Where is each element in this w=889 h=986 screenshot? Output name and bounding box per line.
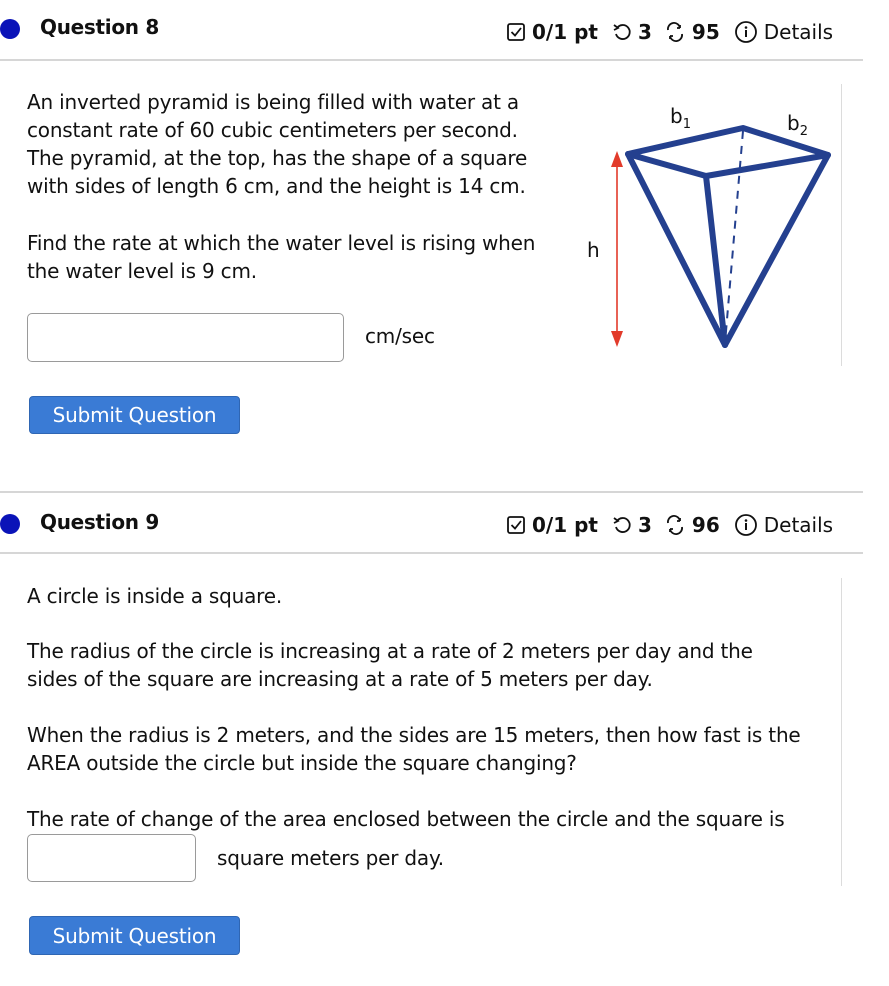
score-check-icon	[506, 515, 526, 535]
question-9-meta	[506, 513, 837, 537]
submissions-icon	[664, 514, 686, 536]
label-b2-subscript: 2	[799, 124, 808, 139]
info-icon[interactable]	[734, 20, 758, 44]
info-icon[interactable]	[734, 513, 758, 537]
question-9-question	[27, 721, 801, 777]
statement-line: An inverted pyramid is being filled with water at a	[27, 90, 519, 114]
retry-icon	[612, 22, 632, 42]
question-8-answer-input[interactable]	[27, 313, 344, 362]
question-9-intro: A circle is inside a square.	[27, 584, 282, 608]
prompt-line: Find the rate at which the water level is rising when	[27, 231, 536, 255]
figure-border	[841, 84, 842, 366]
question-8-prompt	[27, 229, 535, 285]
question-9-divider	[0, 552, 863, 554]
question-9-answer-prompt: The rate of change of the area enclosed between the circle and the square is	[27, 807, 785, 831]
question-9-details-link[interactable]: Details	[763, 513, 834, 537]
statement-line: constant rate of 60 cubic centimeters per second.	[27, 118, 518, 142]
prompt-line: the water level is 9 cm.	[27, 259, 257, 283]
question-8-submit-button[interactable]: Submit Question	[29, 396, 240, 434]
question-8-score: 0/1 pt	[532, 20, 598, 44]
question-line: AREA outside the circle but inside the square changing?	[27, 751, 577, 775]
height-arrow	[611, 151, 623, 347]
question-9-title: Question 9	[40, 510, 159, 534]
rates-line: The radius of the circle is increasing at a rate of 2 meters per day and the	[27, 639, 753, 663]
submissions-icon	[664, 21, 686, 43]
label-b2: b	[787, 111, 800, 135]
statement-line: with sides of length 6 cm, and the height is 14 cm.	[27, 174, 526, 198]
label-h: h	[587, 238, 600, 262]
question-9-answer-input[interactable]	[27, 834, 196, 882]
retry-icon	[612, 515, 632, 535]
question-8-divider	[0, 59, 863, 61]
pyramid-shape	[628, 128, 828, 345]
question-8-indicator	[0, 19, 20, 39]
question-9-indicator	[0, 514, 20, 534]
question-8-details-link[interactable]: Details	[763, 20, 834, 44]
svg-text:b2	[787, 111, 808, 139]
label-b1: b	[670, 104, 683, 128]
question-9-submissions: 96	[691, 513, 720, 537]
question-8-meta	[506, 20, 837, 44]
question-line: When the radius is 2 meters, and the sides are 15 meters, then how fast is the	[27, 723, 801, 747]
question-8-submissions: 95	[691, 20, 720, 44]
label-b1-subscript: 1	[682, 117, 691, 132]
question-9-body-border	[841, 578, 842, 886]
question-9-top-divider	[0, 491, 863, 493]
rates-line: sides of the square are increasing at a rate of 5 meters per day.	[27, 667, 653, 691]
question-8-statement	[27, 88, 527, 200]
question-9-retries: 3	[637, 513, 652, 537]
question-8-unit: cm/sec	[365, 324, 435, 348]
svg-text:b1	[670, 104, 691, 132]
pyramid-figure	[580, 85, 840, 365]
question-9-submit-button[interactable]: Submit Question	[29, 916, 240, 955]
question-8-title: Question 8	[40, 15, 159, 39]
statement-line: The pyramid, at the top, has the shape of a square	[27, 146, 528, 170]
question-9-rates	[27, 637, 753, 693]
question-9-unit: square meters per day.	[217, 846, 444, 870]
score-check-icon	[506, 22, 526, 42]
question-9-score: 0/1 pt	[532, 513, 598, 537]
question-8-retries: 3	[637, 20, 652, 44]
